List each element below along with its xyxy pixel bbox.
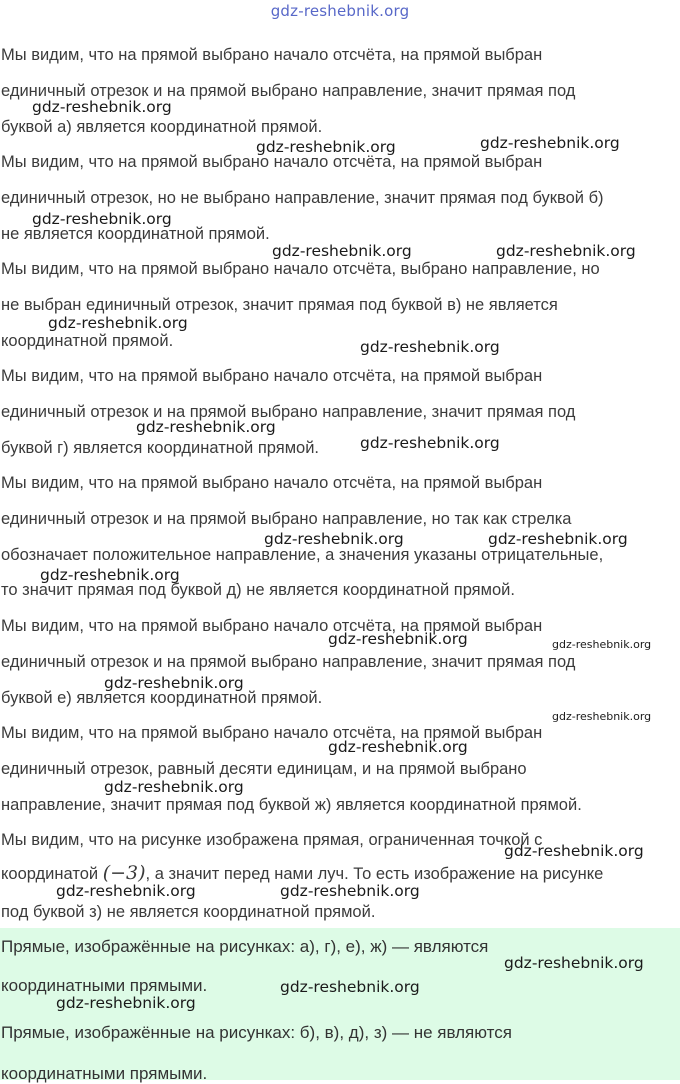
watermark: gdz-reshebnik.org (264, 530, 404, 548)
paragraph-1-line-1: Мы видим, что на прямой выбрано начало отсчёта, на прямой выбран (1, 46, 543, 64)
watermark: gdz-reshebnik.org (56, 882, 196, 900)
watermark: gdz-reshebnik.org (32, 98, 172, 116)
watermark: gdz-reshebnik.org (504, 842, 644, 860)
watermark: gdz-reshebnik.org (256, 138, 396, 156)
watermark: gdz-reshebnik.org (32, 210, 172, 228)
watermark: gdz-reshebnik.org (272, 242, 412, 260)
paragraph-5-line-2: единичный отрезок и на прямой выбрано направление, но так как стрелка (1, 510, 572, 528)
watermark: gdz-reshebnik.org (328, 630, 468, 648)
paragraph-6-line-1: Мы видим, что на прямой выбрано начало отсчёта, на прямой выбран (1, 617, 543, 635)
paragraph-5-line-1: Мы видим, что на прямой выбрано начало отсчёта, на прямой выбран (1, 474, 543, 492)
paragraph-5-line-4: то значит прямая под буквой д) не является координатной прямой. (1, 581, 515, 599)
paragraph-4-line-2: единичный отрезок и на прямой выбрано направление, значит прямая под (1, 403, 576, 421)
math-coordinate: (−3) (102, 862, 146, 884)
watermark: gdz-reshebnik.org (552, 638, 652, 651)
paragraph-1-line-2: единичный отрезок и на прямой выбрано направление, значит прямая под (1, 82, 576, 100)
paragraph-4-line-1: Мы видим, что на прямой выбрано начало отсчёта, на прямой выбран (1, 367, 543, 385)
watermark: gdz-reshebnik.org (40, 566, 180, 584)
paragraph-3-line-1: Мы видим, что на прямой выбрано начало отсчёта, выбрано направление, но (1, 260, 600, 278)
paragraph-2-line-3: не является координатной прямой. (1, 225, 270, 243)
answer-1-line-2: координатными прямыми. (1, 976, 208, 995)
answer-2-line-2: координатными прямыми. (1, 1064, 208, 1083)
watermark: gdz-reshebnik.org (104, 674, 244, 692)
paragraph-8-line-1: Мы видим, что на рисунке изображена прямая, ограниченная точкой с (1, 831, 543, 849)
paragraph-3-line-3: координатной прямой. (1, 332, 174, 350)
paragraph-6-line-2: единичный отрезок и на прямой выбрано направление, значит прямая под (1, 653, 576, 671)
paragraph-1-line-3: буквой а) является координатной прямой. (1, 118, 323, 136)
paragraph-7-line-3: направление, значит прямая под буквой ж) является координатной прямой. (1, 796, 582, 814)
paragraph-8-line-2-end: , а значит перед нами луч. То есть изображение на рисунке (145, 865, 604, 883)
watermark: gdz-reshebnik.org (136, 418, 276, 436)
paragraph-2-line-1: Мы видим, что на прямой выбрано начало отсчёта, на прямой выбран (1, 153, 543, 171)
watermark: gdz-reshebnik.org (280, 978, 420, 996)
paragraph-2-line-2: единичный отрезок, но не выбрано направление, значит прямая под буквой б) (1, 189, 604, 207)
watermark: gdz-reshebnik.org (488, 530, 628, 548)
answer-1-line-1: Прямые, изображённые на рисунках: а), г), е), ж) — являются (1, 937, 489, 956)
watermark: gdz-reshebnik.org (504, 954, 644, 972)
watermark: gdz-reshebnik.org (360, 434, 500, 452)
paragraph-6-line-3: буквой е) является координатной прямой. (1, 689, 323, 707)
watermark: gdz-reshebnik.org (360, 338, 500, 356)
paragraph-7-line-2: единичный отрезок, равный десяти единицам, и на прямой выбрано (1, 760, 527, 778)
paragraph-4-line-3: буквой г) является координатной прямой. (1, 439, 320, 457)
watermark: gdz-reshebnik.org (48, 314, 188, 332)
watermark: gdz-reshebnik.org (496, 242, 636, 260)
site-logo-text[interactable]: gdz-reshebnik.org (270, 2, 410, 20)
site-header (0, 0, 680, 26)
paragraph-7-line-1: Мы видим, что на прямой выбрано начало отсчёта, на прямой выбран (1, 724, 543, 742)
watermark: gdz-reshebnik.org (104, 778, 244, 796)
paragraph-3-line-2: не выбран единичный отрезок, значит прямая под буквой в) не является (1, 296, 558, 314)
paragraph-5-line-3: обозначает положительное направление, а значения указаны отрицательные, (1, 546, 604, 564)
watermark: gdz-reshebnik.org (328, 738, 468, 756)
paragraph-8-line-3: под буквой з) не является координатной прямой. (1, 903, 376, 921)
watermark: gdz-reshebnik.org (280, 882, 420, 900)
watermark: gdz-reshebnik.org (552, 710, 652, 723)
answer-2-line-1: Прямые, изображённые на рисунках: б), в), д), з) — не являются (1, 1023, 512, 1042)
watermark: gdz-reshebnik.org (480, 134, 620, 152)
paragraph-8-line-2-start: координатой (1, 865, 103, 883)
paragraph-8-line-2 (1, 863, 603, 884)
watermark: gdz-reshebnik.org (56, 994, 196, 1012)
